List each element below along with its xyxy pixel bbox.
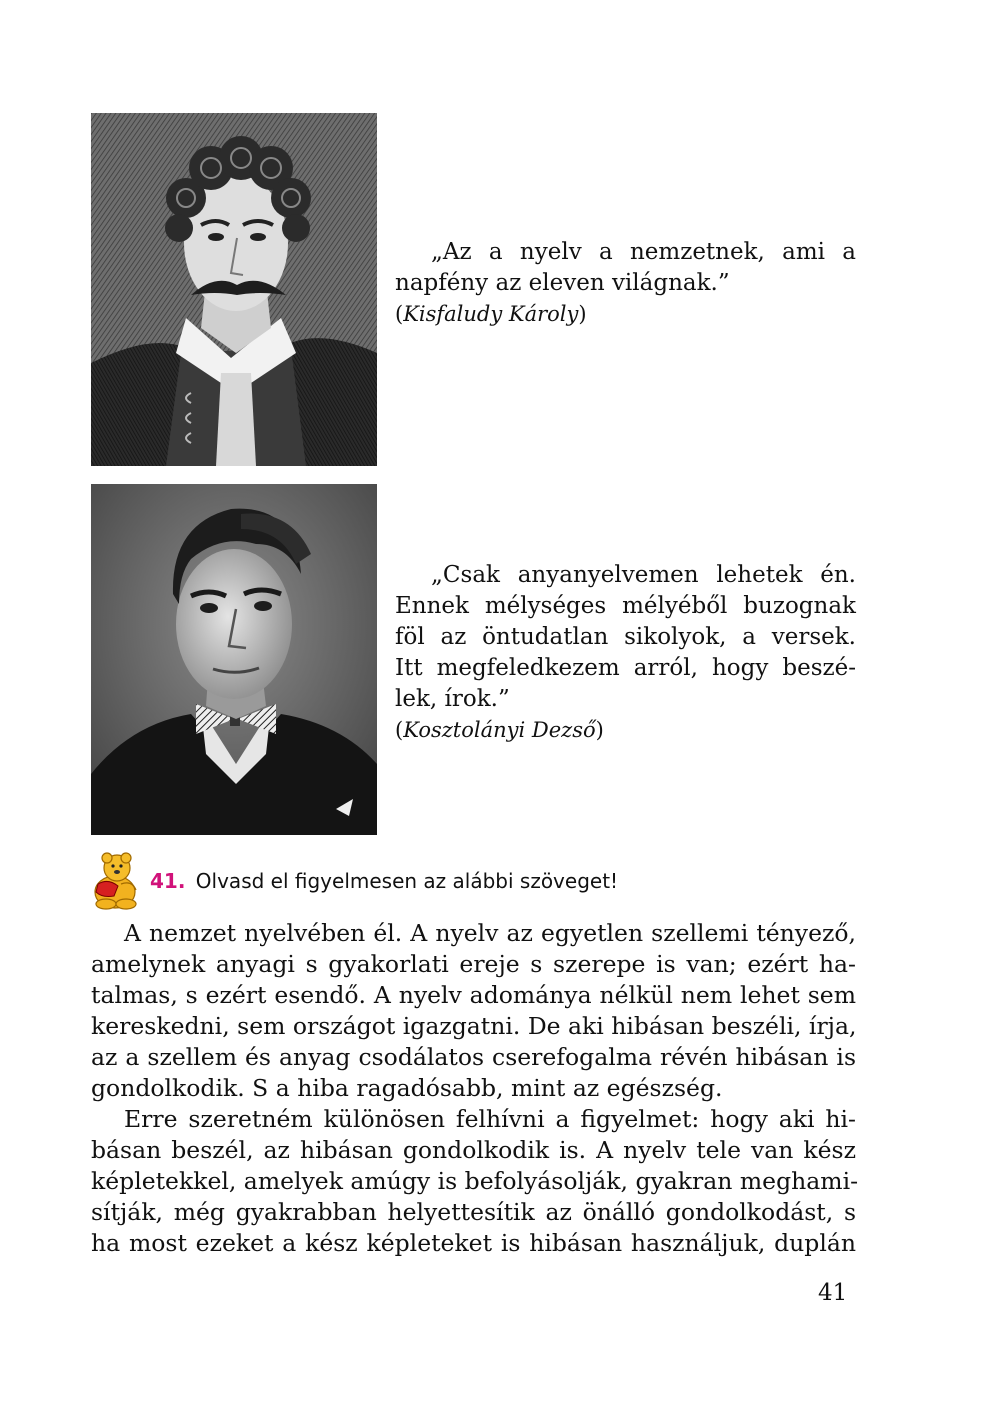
task-instruction [150, 868, 618, 894]
quote-author: (Kisfaludy Károly) [395, 302, 587, 326]
quote-line: lek, írok.” [395, 686, 510, 712]
portrait-kosztolanyi-dezso [91, 484, 377, 835]
body-line: ha most ezeket a kész képleteket is hibásan használjuk, duplán [91, 1229, 856, 1257]
quote-line: „Csak anyanyelvemen lehetek én. [431, 562, 856, 588]
body-line: amelynek anyagi s gyakorlati ereje s szerepe is van; ezért ha- [91, 950, 856, 978]
quote-line: Itt megfeledkezem arról, hogy beszé- [395, 655, 856, 681]
task-instruction-text: Olvasd el figyelmesen az alábbi szöveget! [195, 869, 619, 893]
bear-icon [88, 850, 142, 910]
quote-line: Ennek mélységes mélyéből buzognak [395, 593, 856, 619]
body-line: básan beszél, az hibásan gondolkodik is. A nyelv tele van kész [91, 1136, 856, 1164]
body-line: A nemzet nyelvében él. A nyelv az egyetlen szellemi tényező, [124, 919, 856, 947]
body-line: gondolkodik. S a hiba ragadósabb, mint az egészség. [91, 1074, 723, 1102]
page-number: 41 [818, 1280, 848, 1306]
body-line: képletekkel, amelyek amúgy is befolyásolják, gyakran meghami- [91, 1167, 859, 1195]
body-line: talmas, s ezért esendő. A nyelv adománya nélkül nem lehet sem [91, 981, 856, 1009]
photo-portrait-icon [91, 484, 377, 835]
task-number: 41. [150, 869, 186, 893]
engraving-portrait-icon [91, 113, 377, 466]
quote-line: föl az öntudatlan sikolyok, a versek. [395, 624, 856, 650]
portrait-kisfaludy-karoly [91, 113, 377, 466]
quote-kosztolanyi [395, 560, 856, 745]
quote-kisfaludy [395, 237, 856, 329]
quote-author: (Kosztolányi Dezső) [395, 718, 604, 742]
body-paragraphs [91, 918, 859, 1259]
quote-line: napfény az eleven világnak.” [395, 270, 730, 296]
body-line: az a szellem és anyag csodálatos cserefogalma révén hibásan is [91, 1043, 856, 1071]
quote-line: „Az a nyelv a nemzetnek, ami a [431, 239, 856, 265]
body-line: kereskedni, sem országot igazgatni. De aki hibásan beszéli, írja, [91, 1012, 857, 1040]
body-line: sítják, még gyakrabban helyettesítik az önálló gondolkodást, s [91, 1198, 856, 1226]
task-heading [88, 850, 868, 910]
body-line: Erre szeretném különösen felhívni a figyelmet: hogy aki hi- [124, 1105, 856, 1133]
